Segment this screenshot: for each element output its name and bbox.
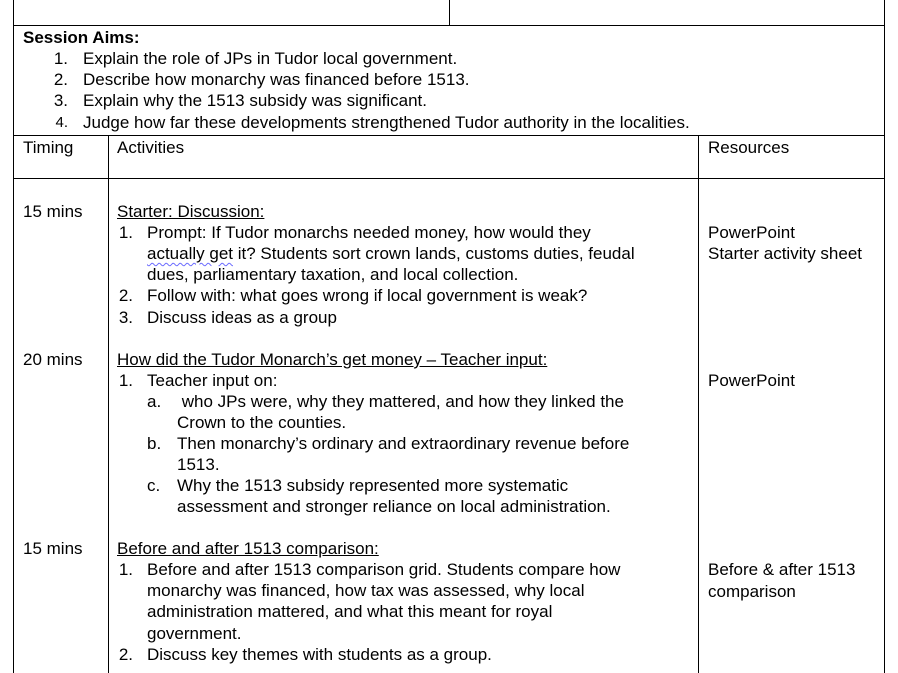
activity-text: government. xyxy=(147,624,242,643)
resource-item: PowerPoint xyxy=(708,223,795,242)
activity-text: dues, parliamentary taxation, and local collection. xyxy=(147,265,519,284)
row-timing: 20 mins xyxy=(23,350,83,369)
resource-item: PowerPoint xyxy=(708,371,795,390)
border-right xyxy=(884,0,885,673)
aim-number: 3. xyxy=(53,91,68,110)
activity-text-rest: it? Students sort crown lands, customs duties, feudal xyxy=(233,244,635,263)
activity-text: Before and after 1513 comparison grid. Students compare how xyxy=(147,560,621,579)
activity-number: 1. xyxy=(118,371,133,390)
activity-title: Starter: Discussion: xyxy=(117,202,265,221)
aim-text: Explain the role of JPs in Tudor local government. xyxy=(83,49,458,68)
top-cell-divider xyxy=(449,0,450,26)
sub-item-text: assessment and stronger reliance on local administration. xyxy=(177,497,611,516)
row-timing: 15 mins xyxy=(23,539,83,558)
resource-item: Starter activity sheet xyxy=(708,244,863,263)
activity-text: administration mattered, and what this meant for royal xyxy=(147,602,553,621)
rule-aims-top xyxy=(13,25,885,26)
activity-number: 2. xyxy=(118,286,133,305)
aim-number: 4. xyxy=(55,114,68,131)
activity-title: Before and after 1513 comparison: xyxy=(117,539,379,558)
activity-text: Follow with: what goes wrong if local government is weak? xyxy=(147,286,588,305)
activity-number: 1. xyxy=(118,560,133,579)
activity-text xyxy=(147,243,635,264)
activity-number: 3. xyxy=(118,308,133,327)
sub-item-text: Then monarchy’s ordinary and extraordinary revenue before xyxy=(177,434,630,453)
sub-item-label: a. xyxy=(147,392,162,411)
activity-text: monarchy was financed, how tax was assessed, why local xyxy=(147,581,585,600)
sub-item-label: b. xyxy=(147,434,162,453)
border-left xyxy=(13,0,14,673)
header-activities: Activities xyxy=(117,138,185,157)
activity-number: 1. xyxy=(118,223,133,242)
aim-number: 1. xyxy=(53,49,68,68)
aim-number: 2. xyxy=(53,70,68,89)
spellcheck-underline: actually get xyxy=(147,244,233,263)
rule-header-bottom xyxy=(13,178,885,179)
activity-text: Teacher input on: xyxy=(147,371,278,390)
activity-text: Prompt: If Tudor monarchs needed money, how would they xyxy=(147,223,591,242)
session-aims-heading: Session Aims: xyxy=(23,28,140,47)
header-timing: Timing xyxy=(23,138,74,157)
aim-text: Describe how monarchy was financed before 1513. xyxy=(83,70,470,89)
rule-header-top xyxy=(13,135,885,136)
sub-item-text: who JPs were, why they mattered, and how they linked the xyxy=(177,392,624,411)
aim-text: Explain why the 1513 subsidy was significant. xyxy=(83,91,427,110)
resource-item: Before & after 1513 xyxy=(708,560,856,579)
header-resources: Resources xyxy=(708,138,790,157)
sub-item-label: c. xyxy=(147,476,161,495)
activity-title: How did the Tudor Monarch’s get money – Teacher input: xyxy=(117,350,548,369)
activity-text: Discuss ideas as a group xyxy=(147,308,337,327)
sub-item-text: Why the 1513 subsidy represented more systematic xyxy=(177,476,569,495)
activity-text: Discuss key themes with students as a group. xyxy=(147,645,492,664)
col-divider-resources xyxy=(698,135,699,673)
sub-item-text: Crown to the counties. xyxy=(177,413,347,432)
row-timing: 15 mins xyxy=(23,202,83,221)
activity-number: 2. xyxy=(118,645,133,664)
sub-item-text: 1513. xyxy=(177,455,220,474)
aim-text: Judge how far these developments strengthened Tudor authority in the localities. xyxy=(83,113,690,132)
col-divider-timing xyxy=(108,135,109,673)
resource-item: comparison xyxy=(708,582,796,601)
